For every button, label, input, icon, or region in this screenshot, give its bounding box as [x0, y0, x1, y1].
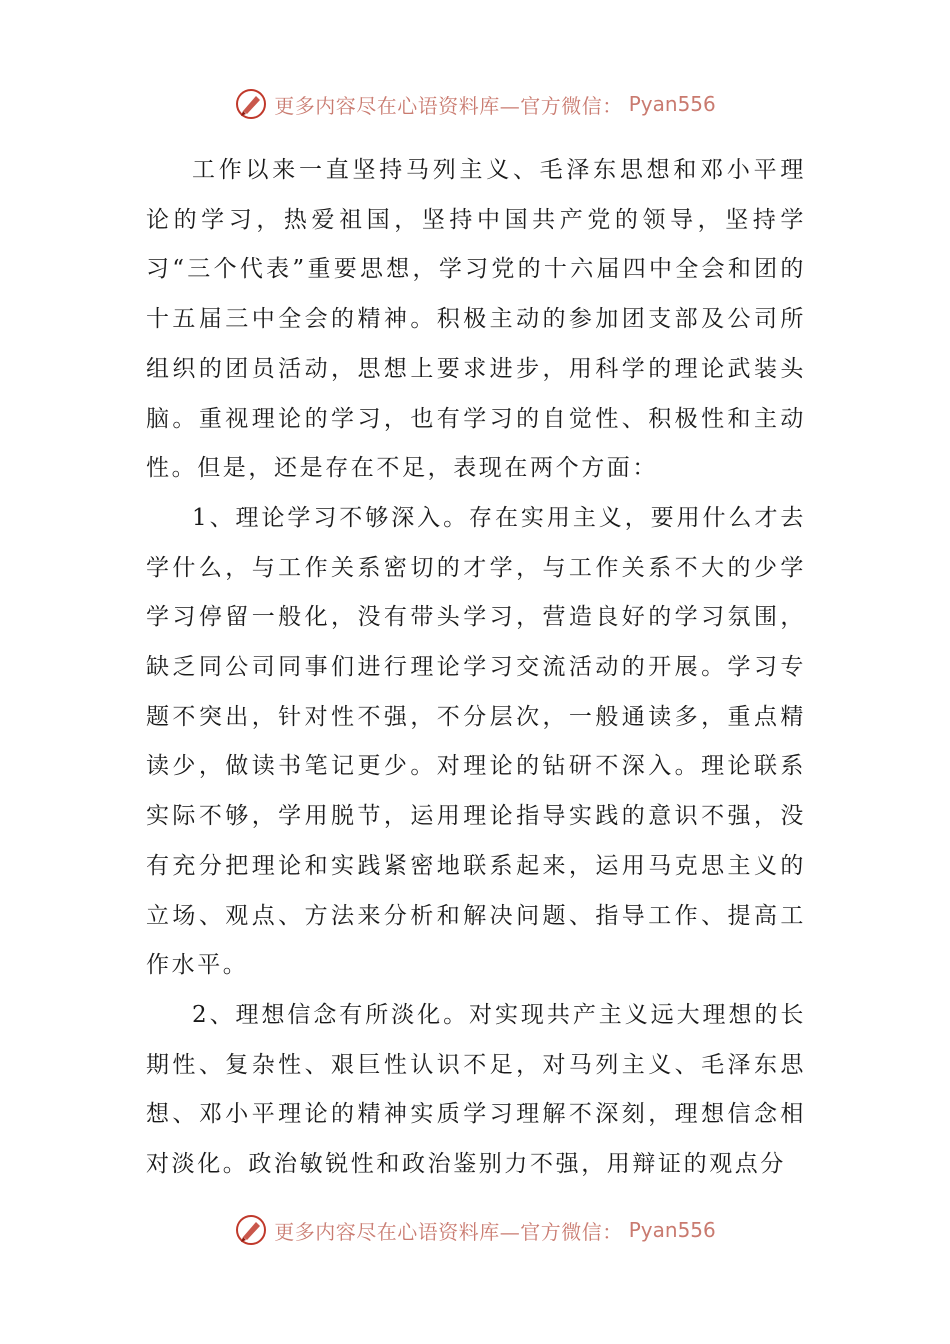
pen-logo-icon — [234, 87, 268, 121]
paragraph-intro: 工作以来一直坚持马列主义、毛泽东思想和邓小平理论的学习，热爱祖国，坚持中国共产党的领导，坚持学习“三个代表”重要思想，学习党的十六届四中全会和团的十五届三中全会的精神。积极主动的参加团支部及公司所组织的团员活动，思想上要求进步，用科学的理论武装头脑。重视理论的学习，也有学习的自觉性、积极性和主动性。但是，还是存在不足，表现在两个方面： — [146, 157, 806, 482]
header-watermark — [0, 84, 950, 124]
watermark-wechat-id: Pyan556 — [628, 92, 716, 116]
paragraph-point-2: 2、理想信念有所淡化。对实现共产主义远大理想的长期性、复杂性、艰巨性认识不足，对马列主义、毛泽东思想、邓小平理论的精神实质学习理解不深刻，理想信念相对淡化。政治敏锐性和政治鉴别力不强，用辩证的观点分 — [146, 1001, 806, 1178]
pen-logo-icon — [234, 1213, 268, 1247]
paragraph-point-1: 1、理论学习不够深入。存在实用主义，要用什么才去学什么，与工作关系密切的才学，与工作关系不大的少学学习停留一般化，没有带头学习，营造良好的学习氛围，缺乏同公司同事们进行理论学习交流活动的开展。学习专题不突出，针对性不强，不分层次，一般通读多，重点精读少，做读书笔记更少。对理论的钻研不深入。理论联系实际不够，学用脱节，运用理论指导实践的意识不强，没有充分把理论和实践紧密地联系起来，运用马克思主义的立场、观点、方法来分析和解决问题、指导工作、提高工作水平。 — [146, 504, 806, 979]
watermark-text: 更多内容尽在心语资料库—官方微信： — [274, 1219, 623, 1244]
watermark-text: 更多内容尽在心语资料库—官方微信： — [274, 93, 623, 118]
watermark-wechat-id: Pyan556 — [628, 1218, 716, 1242]
footer-watermark — [0, 1210, 950, 1250]
document-body — [146, 146, 806, 1190]
